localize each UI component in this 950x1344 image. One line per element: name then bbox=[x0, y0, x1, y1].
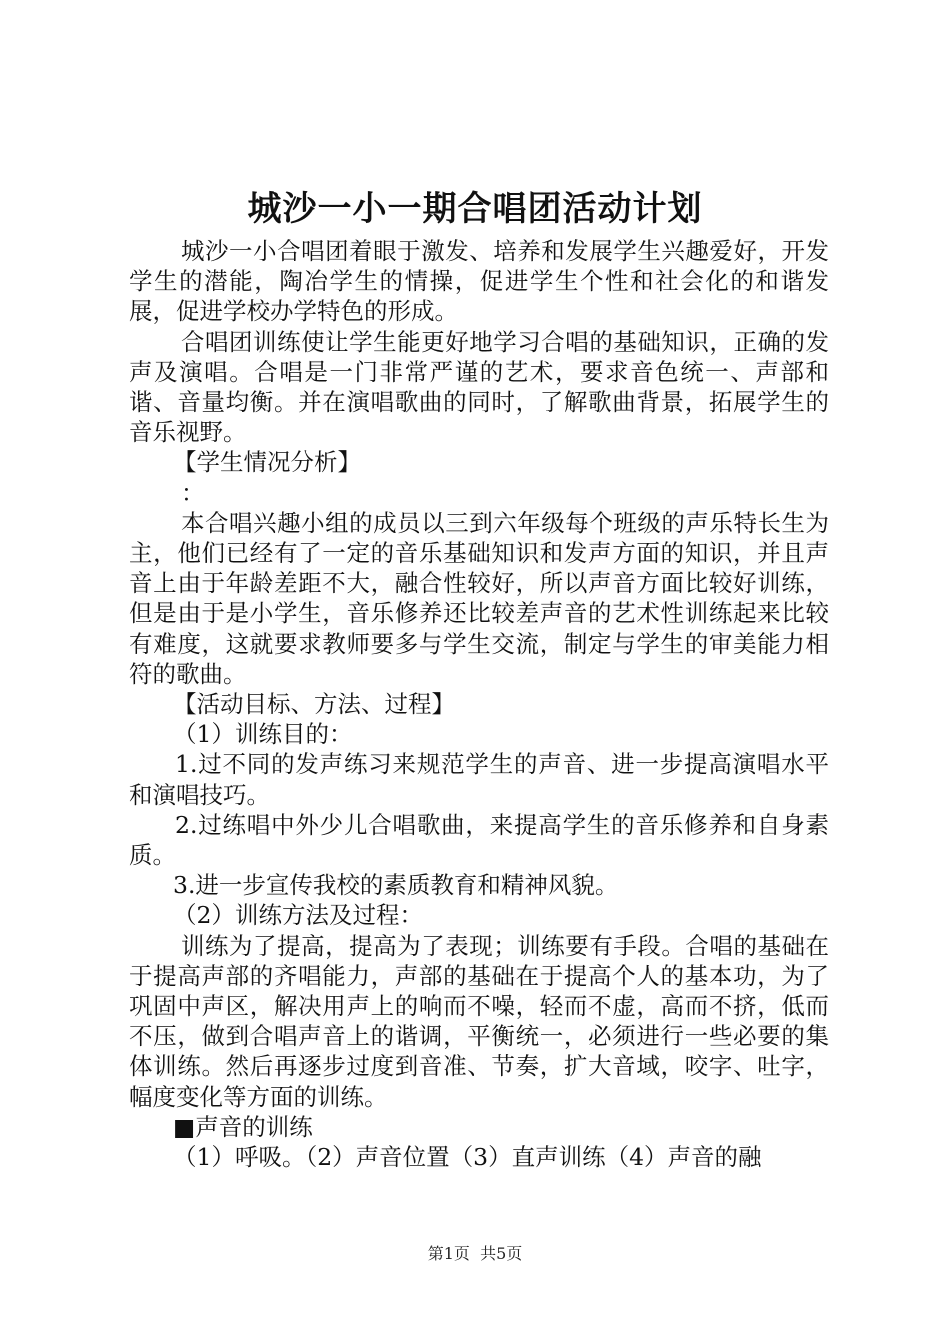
paragraph-training-purpose: 合唱团训练使让学生能更好地学习合唱的基础知识，正确的发声及演唱。合唱是一门非常严谨的艺术，要求音色统一、声部和谐、音量均衡。并在演唱歌曲的同时，了解歌曲背景，拓展学生的音乐视野。 bbox=[129, 327, 829, 447]
heading-voice-training: ■声音的训练 bbox=[173, 1112, 313, 1141]
list-item-3: 3.进一步宣传我校的素质教育和精神风貌。 bbox=[173, 871, 619, 900]
page-footer bbox=[0, 1244, 950, 1264]
subheading-training-methods: （2）训练方法及过程： bbox=[173, 901, 423, 930]
paragraph-student-analysis: 本合唱兴趣小组的成员以三到六年级每个班级的声乐特长生为主，他们已经有了一定的音乐基础知识和发声方面的知识，并且声音上由于年龄差距不大，融合性较好，所以声音方面比较好训练，但是由于是小学生，音乐修养还比较差声音的艺术性训练起来比较有难度，这就要求教师要多与学生交流，制定与学生的审美能力相符的歌曲。 bbox=[129, 508, 829, 688]
paragraph-colon: ： bbox=[181, 478, 205, 507]
paragraph-training-methods: 训练为了提高，提高为了表现；训练要有手段。合唱的基础在于提高声部的齐唱能力，声部的基础在于提高个人的基本功，为了巩固中声区，解决用声上的响而不噪，轻而不虚，高而不挤，低而不压，做到合唱声音上的谐调，平衡统一，必须进行一些必要的集体训练。然后再逐步过度到音准、节奏，扩大音域，咬字、吐字，幅度变化等方面的训练。 bbox=[129, 931, 829, 1111]
document-body bbox=[129, 236, 829, 1172]
page-number: 第1页 共5页 bbox=[427, 1244, 523, 1263]
list-item-1: 1.过不同的发声练习来规范学生的声音、进一步提高演唱水平和演唱技巧。 bbox=[129, 750, 829, 809]
heading-student-analysis: 【学生情况分析】 bbox=[173, 448, 361, 477]
paragraph-intro: 城沙一小合唱团着眼于激发、培养和发展学生兴趣爱好，开发学生的潜能，陶冶学生的情操，促进学生个性和社会化的和谐发展，促进学校办学特色的形成。 bbox=[129, 237, 829, 326]
subheading-training-purpose: （1）训练目的： bbox=[173, 720, 353, 749]
list-item-2: 2.过练唱中外少儿合唱歌曲，来提高学生的音乐修养和自身素质。 bbox=[129, 810, 829, 870]
paragraph-voice-training-items: （1）呼吸。（2）声音位置（3）直声训练（4）声音的融 bbox=[173, 1143, 762, 1172]
document-title: 城沙一小一期合唱团活动计划 bbox=[247, 189, 703, 229]
heading-activity-goals: 【活动目标、方法、过程】 bbox=[173, 690, 455, 719]
